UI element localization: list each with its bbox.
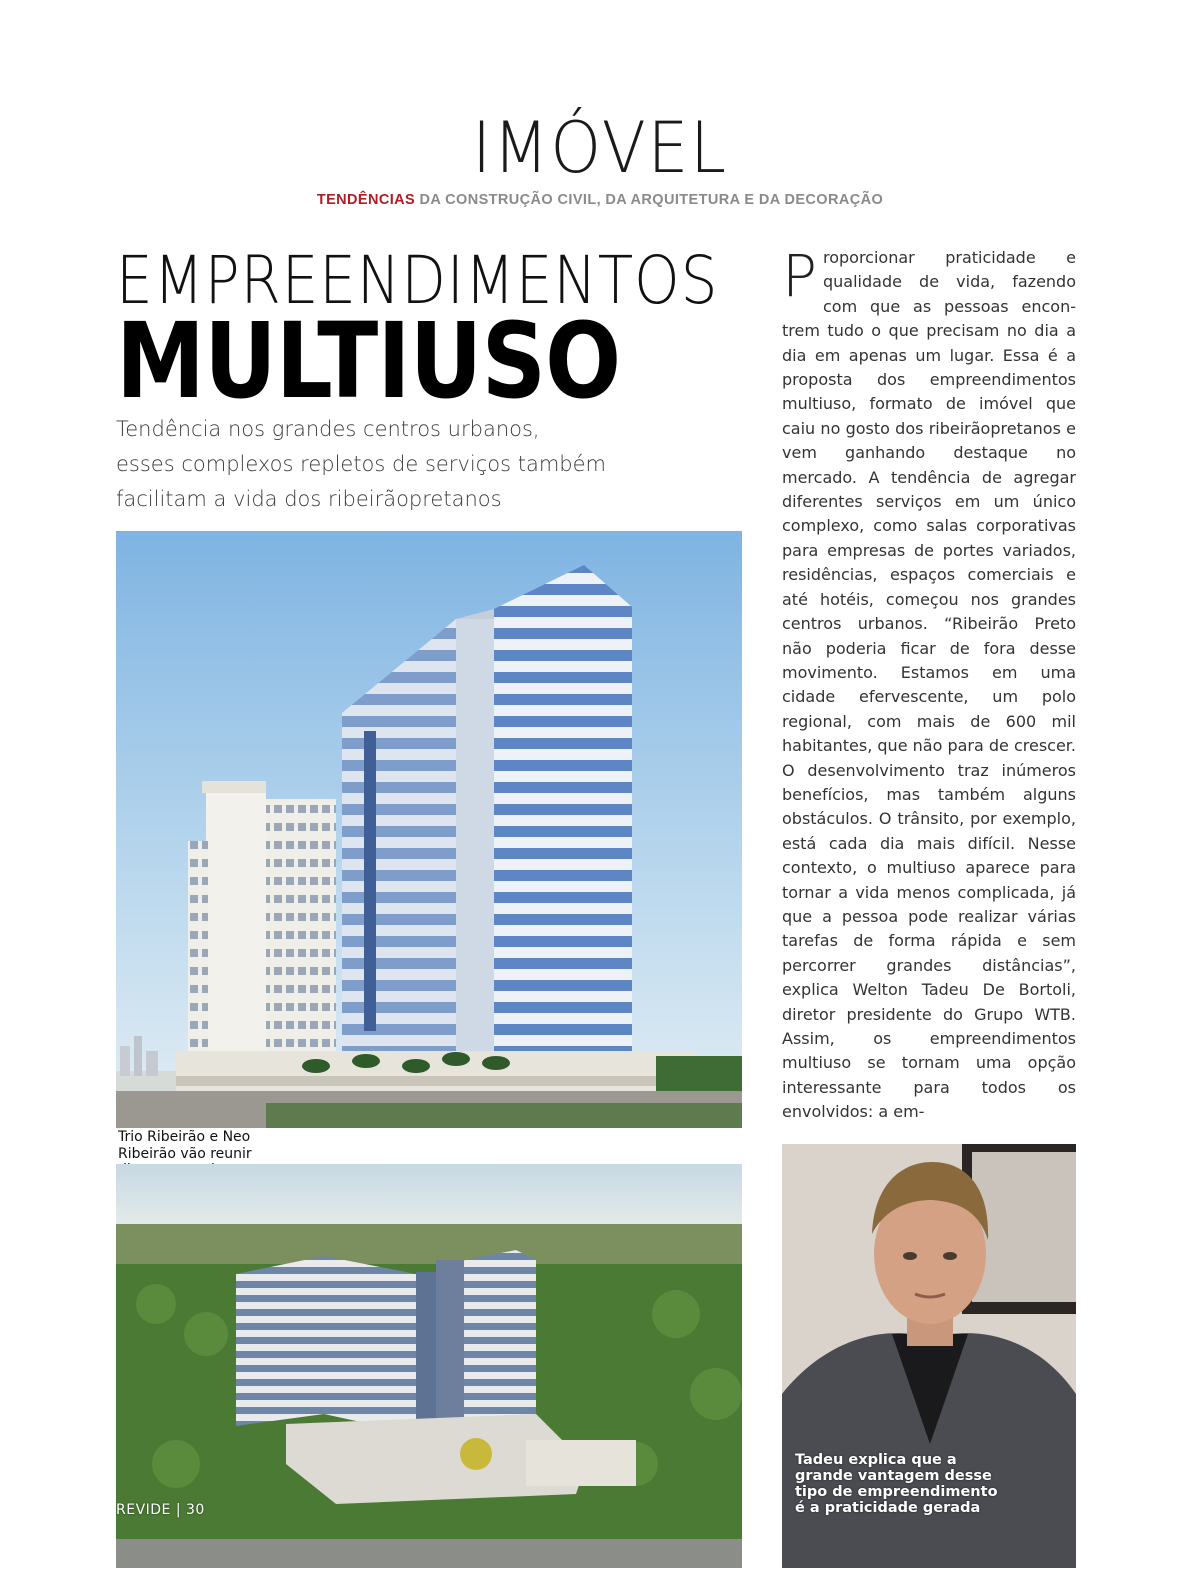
deck-line: facilitam a vida dos ribeirãopretanos bbox=[116, 487, 502, 511]
page-folio: REVIDE | 30 bbox=[116, 1502, 205, 1518]
subtitle-rest: DA CONSTRUÇÃO CIVIL, DA ARQUITETURA E DA DECORAÇÃO bbox=[415, 192, 884, 208]
photo-caption-portrait bbox=[795, 1452, 1025, 1516]
caption-line: é a praticidade gerada bbox=[795, 1500, 981, 1516]
deck-line: Tendência nos grandes centros urbanos, bbox=[116, 417, 540, 441]
caption-line: Ribeirão vão reunir bbox=[118, 1145, 252, 1162]
caption-line: Tadeu explica que a bbox=[795, 1452, 957, 1468]
subtitle-accent: TENDÊNCIAS bbox=[316, 192, 416, 208]
headline-line-1: EMPREENDIMENTOS bbox=[116, 242, 719, 319]
caption-line: grande vantagem desse bbox=[795, 1468, 992, 1484]
section-title: IMÓVEL bbox=[472, 107, 728, 189]
caption-line: Trio Ribeirão e Neo bbox=[118, 1129, 251, 1145]
article-deck bbox=[116, 412, 676, 517]
article-body bbox=[782, 242, 1076, 1125]
deck-line: esses complexos repletos de serviços também bbox=[116, 452, 606, 476]
towers-photo bbox=[116, 531, 742, 1128]
body-paragraph: roporcionar praticidade e qualidade de vida, fazendo com que as pessoas encontrem tudo o que precisam no dia a dia em apenas um lugar. Essa é a proposta dos empreendimentos multiuso, formato de imóvel que caiu no gosto dos ribeirãopretanos e vem ganhando destaque no mercado. A tendência de agregar diferentes serviços em um único complexo, como salas corporativas para empresas de portes variados, residências, espaços comerciais e até hotéis, começou nos grandes centros urbanos. “Ribeirão Preto não poderia ficar de fora desse movimento. Estamos em uma cidade efervescente, um polo regional, com mais de 600 mil habitantes, que não para de crescer. O desenvolvimento traz inúmeros benefícios, mas também alguns obstáculos. O trânsito, por exemplo, está cada dia mais difícil. Nesse contexto, o multiuso aparece para tornar a vida menos complicada, já que a pessoa pode realizar várias tarefas de forma rápida e sem percorrer grandes distâncias”, explica Welton Tadeu De Bortoli, diretor presidente do Grupo WTB. Assim, os empreendimentos multiuso se tornam uma opção interessante para todos os envolvidos: a em- bbox=[782, 248, 1076, 1122]
aerial-complex-photo bbox=[116, 1164, 742, 1568]
drop-cap: P bbox=[782, 242, 817, 310]
section-subtitle bbox=[0, 192, 1200, 208]
caption-line: tipo de empreendimento bbox=[795, 1484, 998, 1500]
headline-line-2: MULTIUSO bbox=[116, 300, 621, 422]
